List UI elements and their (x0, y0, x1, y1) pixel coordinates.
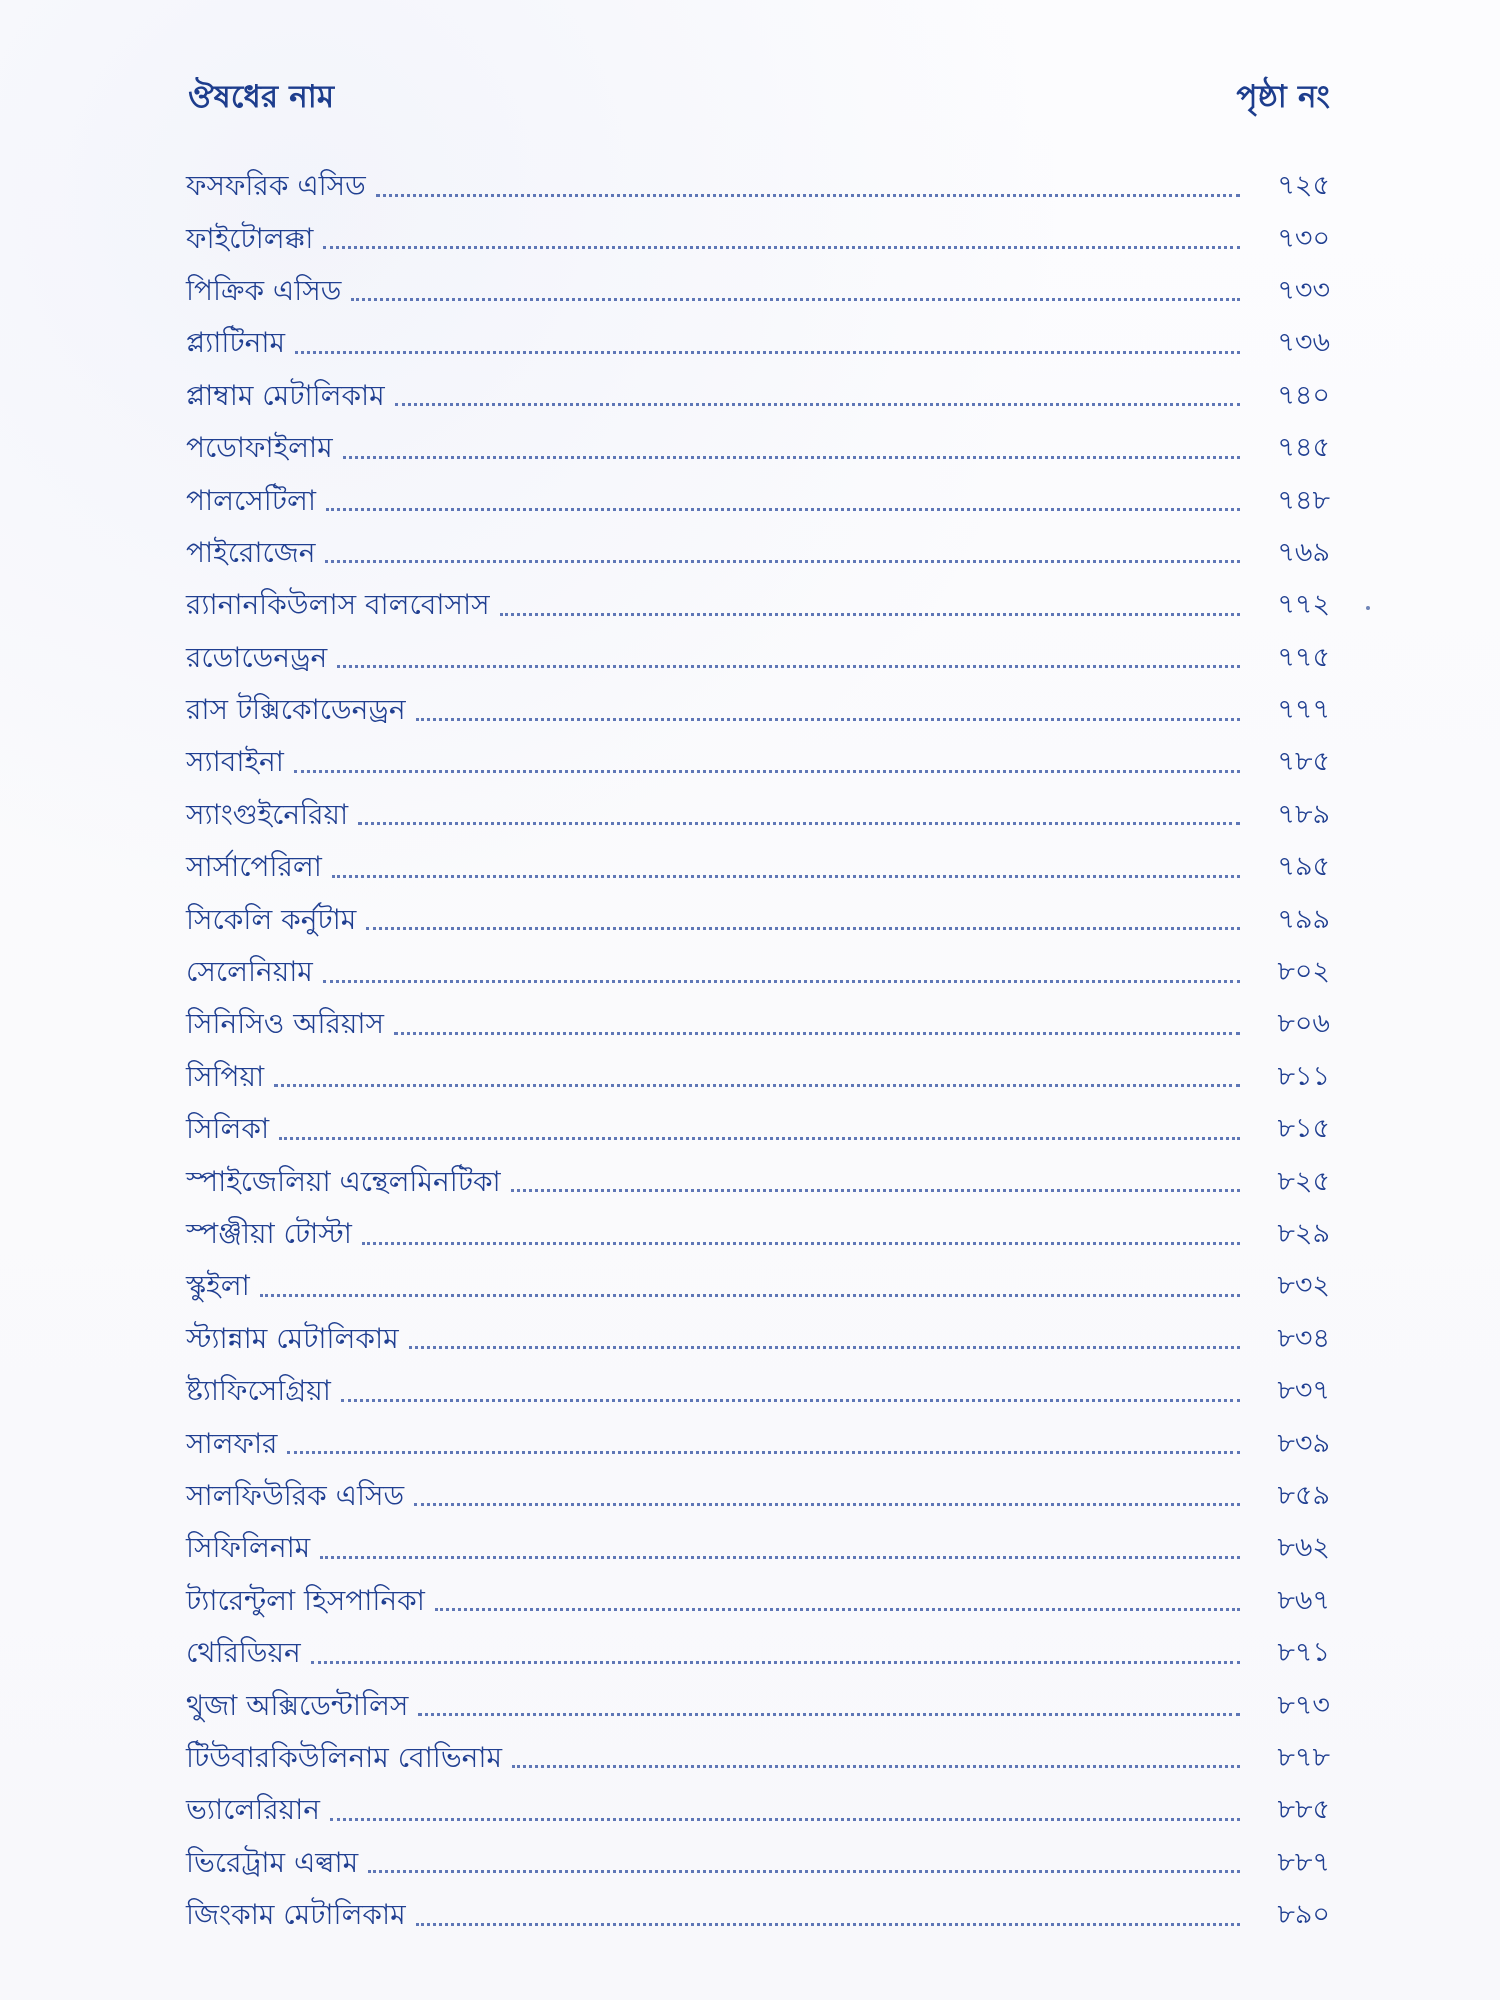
medicine-name: পালসেটিলা (186, 483, 316, 517)
page-number: ৮১১ (1277, 1060, 1330, 1092)
index-row (186, 474, 1330, 526)
medicine-name: সালফিউরিক এসিড (186, 1478, 405, 1512)
dot-leader (394, 1032, 1240, 1035)
medicine-name: স্যাংগুইনেরিয়া (186, 797, 349, 831)
dot-leader (325, 560, 1240, 563)
dot-leader (311, 1661, 1240, 1664)
medicine-index-list (186, 160, 1330, 1941)
medicine-name: স্যাবাইনা (186, 745, 284, 779)
dot-leader (320, 1556, 1240, 1559)
page-number: ৭৩৩ (1277, 274, 1330, 306)
dot-leader (416, 718, 1240, 721)
page-number: ৭৮৯ (1277, 798, 1330, 830)
index-row (186, 1627, 1330, 1679)
index-row (186, 1575, 1330, 1627)
index-row (186, 422, 1330, 474)
page-number: ৭৪৮ (1277, 484, 1330, 516)
dot-leader (274, 1084, 1240, 1087)
medicine-name: রডোডেনড্রন (186, 640, 328, 674)
dot-leader (418, 1713, 1240, 1716)
page-number: ৮০২ (1277, 956, 1330, 988)
index-row (186, 893, 1330, 945)
page-number: ৭৩০ (1277, 222, 1330, 254)
index-row (186, 841, 1330, 893)
medicine-name: টিউবারকিউলিনাম বোভিনাম (186, 1740, 503, 1774)
dot-leader (376, 194, 1240, 197)
index-row (186, 1155, 1330, 1207)
index-row (186, 1260, 1330, 1312)
page-number-header: পৃষ্ঠা নং (1236, 79, 1330, 115)
dot-leader (294, 770, 1240, 773)
page-number: ৭২৫ (1277, 170, 1330, 202)
index-row (186, 684, 1330, 736)
page-number: ৭৪৫ (1277, 432, 1330, 464)
index-row (186, 370, 1330, 422)
dot-leader (511, 1189, 1240, 1192)
dot-leader (368, 1870, 1240, 1873)
dot-leader (341, 1399, 1240, 1402)
medicine-name: সিনিসিও অরিয়াস (186, 1007, 385, 1041)
index-row (186, 736, 1330, 788)
page-number: ৮৩৯ (1277, 1427, 1330, 1459)
dot-leader (435, 1608, 1240, 1611)
index-row (186, 1208, 1330, 1260)
dot-leader (366, 927, 1240, 930)
dot-leader (395, 403, 1240, 406)
index-row (186, 317, 1330, 369)
index-row (186, 579, 1330, 631)
medicine-name-header: ঔষধের নাম (188, 79, 335, 115)
medicine-name: স্পঞ্জীয়া টোস্টা (186, 1217, 352, 1250)
page-number: ৮৭১ (1277, 1637, 1330, 1669)
dot-leader (337, 665, 1240, 668)
page-number: ৮৭৩ (1277, 1689, 1330, 1721)
print-speck (1366, 606, 1370, 610)
medicine-name: স্পাইজেলিয়া এন্থেলমিনটিকা (186, 1164, 501, 1198)
page-number: ৭৪০ (1277, 379, 1330, 411)
medicine-name: জিংকাম মেটালিকাম (186, 1898, 406, 1932)
page-number: ৮১৫ (1277, 1113, 1330, 1145)
medicine-name: স্কুইলা (186, 1269, 250, 1303)
page-number: ৮৮৭ (1277, 1846, 1330, 1878)
dot-leader (512, 1765, 1240, 1768)
page-number: ৭৭৭ (1277, 694, 1330, 726)
index-row (186, 1417, 1330, 1469)
dot-leader (326, 508, 1240, 511)
medicine-name: সার্সাপেরিলা (186, 850, 322, 884)
dot-leader (414, 1503, 1240, 1506)
index-row (186, 1313, 1330, 1365)
dot-leader (323, 246, 1240, 249)
page-number: ৮২৫ (1277, 1165, 1330, 1197)
index-row (186, 946, 1330, 998)
index-row (186, 1103, 1330, 1155)
index-row (186, 998, 1330, 1050)
index-row (186, 1051, 1330, 1103)
dot-leader (323, 980, 1240, 983)
page-number: ৭৯৫ (1277, 851, 1330, 883)
dot-leader (330, 1818, 1240, 1821)
medicine-name: পিক্রিক এসিড (186, 273, 342, 307)
dot-leader (279, 1137, 1240, 1140)
index-row (186, 212, 1330, 264)
page-number: ৮৯০ (1277, 1899, 1330, 1931)
medicine-name: সিকেলি কর্নুটাম (186, 902, 357, 936)
page-number: ৮৮৫ (1277, 1794, 1330, 1826)
medicine-name: সিলিকা (186, 1112, 270, 1146)
index-row (186, 527, 1330, 579)
page-number: ৮৩৪ (1277, 1322, 1330, 1354)
page-number: ৭৭৫ (1277, 641, 1330, 673)
index-row (186, 1732, 1330, 1784)
page-number: ৮০৬ (1277, 1008, 1330, 1040)
index-row (186, 1522, 1330, 1574)
dot-leader (295, 351, 1240, 354)
dot-leader (500, 613, 1240, 616)
medicine-name: ভ্যালেরিয়ান (186, 1793, 320, 1827)
index-header (188, 72, 1330, 122)
dot-leader (416, 1923, 1240, 1926)
medicine-name: পাইরোজেন (186, 535, 316, 569)
medicine-name: ফসফরিক এসিড (186, 169, 366, 203)
index-row (186, 1365, 1330, 1417)
page-number: ৭৯৯ (1277, 903, 1330, 935)
dot-leader (358, 822, 1240, 825)
index-row (186, 1889, 1330, 1941)
medicine-name: স্ট্যান্নাম মেটালিকাম (186, 1321, 399, 1355)
index-row (186, 789, 1330, 841)
index-row (186, 1837, 1330, 1889)
medicine-name: থেরিডিয়ন (186, 1636, 301, 1670)
dot-leader (332, 875, 1240, 878)
page-number: ৭৩৬ (1277, 327, 1330, 359)
page-number: ৮৩২ (1277, 1270, 1330, 1302)
medicine-name: পডোফাইলাম (186, 431, 333, 465)
medicine-name: থুজা অক্সিডেন্টালিস (186, 1688, 409, 1722)
dot-leader (362, 1242, 1240, 1245)
dot-leader (351, 298, 1240, 301)
page-number: ৮৩৭ (1277, 1375, 1330, 1407)
index-row (186, 1679, 1330, 1731)
medicine-name: সালফার (186, 1426, 278, 1460)
medicine-name: ষ্ট্যাফিসেগ্রিয়া (186, 1374, 331, 1408)
dot-leader (260, 1294, 1240, 1297)
page-number: ৭৭২ (1277, 589, 1330, 621)
medicine-name: সিফিলিনাম (186, 1531, 311, 1565)
dot-leader (409, 1346, 1240, 1349)
medicine-name: সেলেনিয়াম (186, 955, 313, 989)
index-row (186, 1470, 1330, 1522)
index-row (186, 1784, 1330, 1836)
index-row (186, 265, 1330, 317)
medicine-name: প্লাম্বাম মেটালিকাম (186, 378, 385, 412)
medicine-name: রাস টক্সিকোডেনড্রন (186, 693, 406, 727)
medicine-name: ট্যারেন্টুলা হিসপানিকা (186, 1583, 425, 1617)
page-number: ৮৫৯ (1277, 1479, 1330, 1511)
medicine-name: প্ল্যাটিনাম (186, 326, 286, 360)
page-number: ৭৬৯ (1277, 536, 1330, 568)
medicine-name: ফাইটোলক্কা (186, 221, 314, 255)
page-number: ৭৮৫ (1277, 746, 1330, 778)
page-number: ৮৬২ (1277, 1532, 1330, 1564)
medicine-name: র‍্যানানকিউলাস বালবোসাস (186, 588, 490, 622)
dot-leader (343, 456, 1240, 459)
index-row (186, 160, 1330, 212)
medicine-name: ভিরেট্রাম এল্বাম (186, 1845, 359, 1879)
dot-leader (287, 1451, 1240, 1454)
index-row (186, 632, 1330, 684)
page-number: ৮২৯ (1277, 1218, 1330, 1249)
medicine-name: সিপিয়া (186, 1059, 265, 1093)
page-number: ৮৭৮ (1277, 1741, 1330, 1773)
page-number: ৮৬৭ (1277, 1584, 1330, 1616)
